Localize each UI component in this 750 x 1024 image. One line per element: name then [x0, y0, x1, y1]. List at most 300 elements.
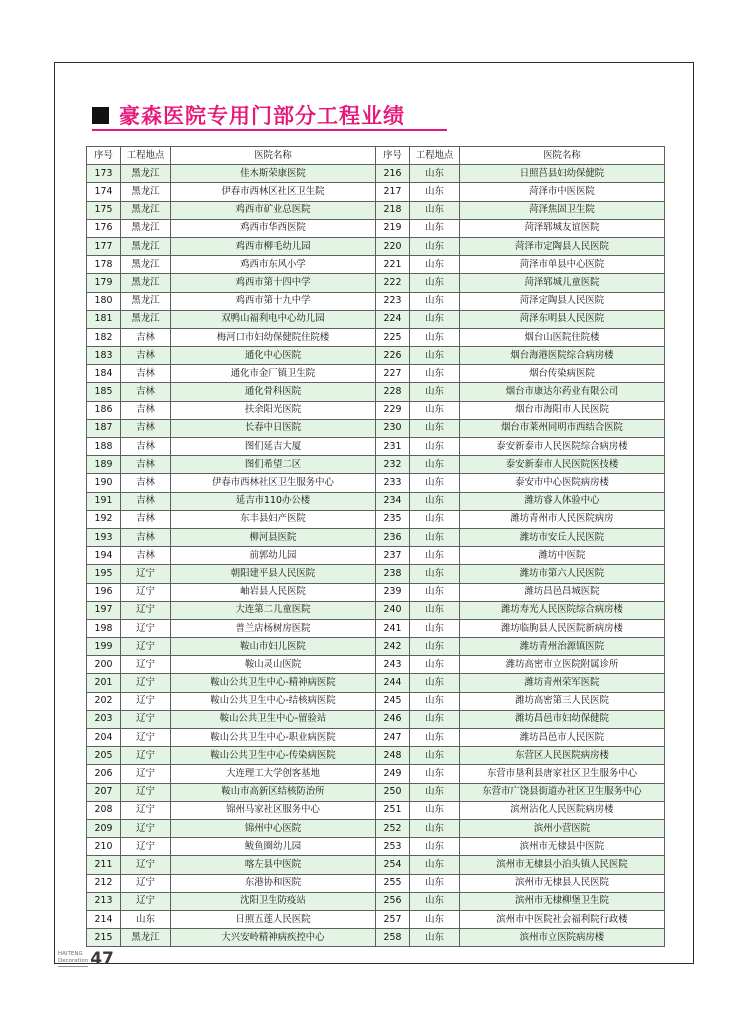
- cell-hospital-left: 鞍山公共卫生中心-精神病医院: [171, 674, 376, 692]
- cell-hospital-left: 鞍山公共卫生中心-留验站: [171, 710, 376, 728]
- cell-hospital-left: 前郭幼儿园: [171, 547, 376, 565]
- cell-hospital-left: 鸡西市第十四中学: [171, 274, 376, 292]
- table-row: [87, 310, 665, 328]
- cell-hospital-right: 东营区人民医院病房楼: [460, 747, 665, 765]
- cell-location-right: 山东: [410, 674, 460, 692]
- cell-no-left: 192: [87, 510, 121, 528]
- cell-no-right: 256: [376, 892, 410, 910]
- cell-location-right: 山东: [410, 692, 460, 710]
- cell-hospital-left: 沈阳卫生防疫站: [171, 892, 376, 910]
- cell-no-right: 226: [376, 347, 410, 365]
- cell-location-right: 山东: [410, 237, 460, 255]
- cell-hospital-left: 喀左县中医院: [171, 856, 376, 874]
- cell-hospital-right: 烟台市莱州同明市西结合医院: [460, 419, 665, 437]
- cell-no-left: 186: [87, 401, 121, 419]
- table-row: [87, 547, 665, 565]
- cell-no-left: 215: [87, 929, 121, 947]
- cell-no-left: 203: [87, 710, 121, 728]
- cell-location-left: 黑龙江: [121, 219, 171, 237]
- cell-no-right: 223: [376, 292, 410, 310]
- table-row: [87, 638, 665, 656]
- cell-no-right: 235: [376, 510, 410, 528]
- cell-no-right: 229: [376, 401, 410, 419]
- cell-location-left: 吉林: [121, 347, 171, 365]
- table-body: [87, 165, 665, 947]
- cell-hospital-right: 烟台传染病医院: [460, 365, 665, 383]
- cell-location-right: 山东: [410, 292, 460, 310]
- cell-hospital-left: 鸡西市第十九中学: [171, 292, 376, 310]
- cell-location-right: 山东: [410, 474, 460, 492]
- cell-location-left: 吉林: [121, 328, 171, 346]
- table-row: [87, 347, 665, 365]
- cell-no-left: 198: [87, 619, 121, 637]
- cell-no-right: 241: [376, 619, 410, 637]
- cell-hospital-left: 岫岩县人民医院: [171, 583, 376, 601]
- cell-hospital-left: 鸡西市华西医院: [171, 219, 376, 237]
- cell-no-right: 239: [376, 583, 410, 601]
- cell-no-left: 183: [87, 347, 121, 365]
- table-row: [87, 419, 665, 437]
- company-logo: [58, 951, 88, 968]
- cell-no-left: 189: [87, 456, 121, 474]
- cell-hospital-right: 潍坊青州治源镇医院: [460, 638, 665, 656]
- cell-location-right: 山东: [410, 456, 460, 474]
- cell-location-left: 辽宁: [121, 747, 171, 765]
- cell-location-right: 山东: [410, 565, 460, 583]
- table-row: [87, 401, 665, 419]
- cell-location-right: 山东: [410, 401, 460, 419]
- cell-hospital-right: 潍坊市第六人民医院: [460, 565, 665, 583]
- cell-location-left: 黑龙江: [121, 237, 171, 255]
- cell-location-right: 山东: [410, 765, 460, 783]
- cell-location-right: 山东: [410, 874, 460, 892]
- cell-no-right: 219: [376, 219, 410, 237]
- cell-no-left: 200: [87, 656, 121, 674]
- cell-location-right: 山东: [410, 365, 460, 383]
- cell-location-left: 山东: [121, 910, 171, 928]
- cell-hospital-right: 潍坊市安丘人民医院: [460, 528, 665, 546]
- cell-location-right: 山东: [410, 510, 460, 528]
- cell-location-left: 吉林: [121, 474, 171, 492]
- cell-hospital-left: 扶余阳光医院: [171, 401, 376, 419]
- header-hospital-right: 医院名称: [460, 147, 665, 165]
- cell-location-left: 辽宁: [121, 856, 171, 874]
- performance-table: [86, 146, 665, 947]
- cell-no-right: 257: [376, 910, 410, 928]
- cell-location-right: 山东: [410, 328, 460, 346]
- table-row: [87, 874, 665, 892]
- cell-no-left: 193: [87, 528, 121, 546]
- cell-location-left: 辽宁: [121, 801, 171, 819]
- cell-hospital-left: 鸡西市东风小学: [171, 256, 376, 274]
- page-title-text: 豪森医院专用门部分工程业绩: [119, 104, 405, 128]
- cell-hospital-right: 菏泽东明县人民医院: [460, 310, 665, 328]
- cell-location-left: 辽宁: [121, 783, 171, 801]
- cell-location-left: 吉林: [121, 365, 171, 383]
- cell-hospital-right: 潍坊高密第三人民医院: [460, 692, 665, 710]
- cell-no-left: 194: [87, 547, 121, 565]
- cell-no-right: 234: [376, 492, 410, 510]
- table-row: [87, 765, 665, 783]
- cell-location-right: 山东: [410, 528, 460, 546]
- cell-location-right: 山东: [410, 929, 460, 947]
- page-number: 47: [90, 949, 114, 969]
- cell-hospital-right: 烟台市海阳市人民医院: [460, 401, 665, 419]
- cell-hospital-left: 日照五莲人民医院: [171, 910, 376, 928]
- cell-no-left: 211: [87, 856, 121, 874]
- cell-no-right: 216: [376, 165, 410, 183]
- cell-hospital-right: 日照莒县妇幼保健院: [460, 165, 665, 183]
- cell-location-left: 辽宁: [121, 601, 171, 619]
- cell-hospital-right: 滨州市立医院病房楼: [460, 929, 665, 947]
- cell-no-right: 251: [376, 801, 410, 819]
- cell-no-left: 204: [87, 729, 121, 747]
- cell-location-right: 山东: [410, 583, 460, 601]
- cell-location-left: 黑龙江: [121, 292, 171, 310]
- title-marker-square: [92, 107, 109, 124]
- cell-location-right: 山东: [410, 383, 460, 401]
- table-row: [87, 237, 665, 255]
- cell-hospital-left: 大兴安岭精神病疾控中心: [171, 929, 376, 947]
- cell-no-left: 180: [87, 292, 121, 310]
- cell-no-right: 253: [376, 838, 410, 856]
- table-row: [87, 892, 665, 910]
- cell-hospital-right: 菏泽焦固卫生院: [460, 201, 665, 219]
- cell-no-right: 230: [376, 419, 410, 437]
- cell-location-left: 吉林: [121, 419, 171, 437]
- performance-table-wrapper: [86, 146, 664, 947]
- table-row: [87, 729, 665, 747]
- cell-hospital-left: 鞍山公共卫生中心-结核病医院: [171, 692, 376, 710]
- table-row: [87, 692, 665, 710]
- table-row: [87, 328, 665, 346]
- cell-no-left: 197: [87, 601, 121, 619]
- cell-hospital-left: 鞍山公共卫生中心-职业病医院: [171, 729, 376, 747]
- cell-no-right: 236: [376, 528, 410, 546]
- cell-no-right: 231: [376, 438, 410, 456]
- cell-location-left: 吉林: [121, 456, 171, 474]
- cell-location-right: 山东: [410, 547, 460, 565]
- cell-hospital-left: 大连第二儿童医院: [171, 601, 376, 619]
- cell-hospital-left: 鞍山市妇儿医院: [171, 638, 376, 656]
- cell-no-right: 254: [376, 856, 410, 874]
- cell-hospital-left: 延吉市110办公楼: [171, 492, 376, 510]
- cell-hospital-left: 普兰店杨树房医院: [171, 619, 376, 637]
- cell-no-left: 191: [87, 492, 121, 510]
- table-row: [87, 492, 665, 510]
- cell-no-left: 184: [87, 365, 121, 383]
- cell-hospital-left: 鞍山公共卫生中心-传染病医院: [171, 747, 376, 765]
- table-row: [87, 256, 665, 274]
- cell-location-left: 辽宁: [121, 565, 171, 583]
- cell-no-left: 209: [87, 819, 121, 837]
- cell-hospital-left: 伊春市西林社区卫生服务中心: [171, 474, 376, 492]
- cell-hospital-left: 朝阳建平县人民医院: [171, 565, 376, 583]
- table-row: [87, 783, 665, 801]
- cell-hospital-left: 大连理工大学创客基地: [171, 765, 376, 783]
- cell-location-left: 辽宁: [121, 692, 171, 710]
- cell-location-left: 黑龙江: [121, 929, 171, 947]
- cell-no-left: 206: [87, 765, 121, 783]
- table-row: [87, 438, 665, 456]
- cell-hospital-right: 潍坊临朐县人民医院新病房楼: [460, 619, 665, 637]
- cell-no-left: 190: [87, 474, 121, 492]
- cell-hospital-right: 潍坊青州市人民医院病房: [460, 510, 665, 528]
- cell-hospital-right: 菏泽郓城儿童医院: [460, 274, 665, 292]
- table-row: [87, 365, 665, 383]
- cell-no-right: 225: [376, 328, 410, 346]
- cell-hospital-right: 潍坊昌邑昌城医院: [460, 583, 665, 601]
- cell-hospital-right: 滨州市无棣县小泊头镇人民医院: [460, 856, 665, 874]
- cell-hospital-right: 滨州市无棣柳堡卫生院: [460, 892, 665, 910]
- cell-location-left: 辽宁: [121, 638, 171, 656]
- table-row: [87, 801, 665, 819]
- cell-no-left: 181: [87, 310, 121, 328]
- cell-no-right: 222: [376, 274, 410, 292]
- table-row: [87, 710, 665, 728]
- cell-hospital-left: 柳河县医院: [171, 528, 376, 546]
- table-row: [87, 201, 665, 219]
- cell-location-left: 辽宁: [121, 765, 171, 783]
- cell-no-left: 212: [87, 874, 121, 892]
- cell-no-right: 248: [376, 747, 410, 765]
- cell-no-right: 227: [376, 365, 410, 383]
- cell-hospital-left: 梅河口市妇幼保健院住院楼: [171, 328, 376, 346]
- cell-hospital-right: 潍坊昌邑市人民医院: [460, 729, 665, 747]
- cell-hospital-left: 锦州中心医院: [171, 819, 376, 837]
- cell-location-right: 山东: [410, 438, 460, 456]
- table-header: [87, 147, 665, 165]
- cell-hospital-right: 东营市广饶县街道办社区卫生服务中心: [460, 783, 665, 801]
- cell-hospital-left: 双鸭山福利电中心幼儿园: [171, 310, 376, 328]
- cell-no-right: 247: [376, 729, 410, 747]
- cell-location-right: 山东: [410, 601, 460, 619]
- cell-hospital-left: 通化市金厂镇卫生院: [171, 365, 376, 383]
- cell-no-right: 250: [376, 783, 410, 801]
- cell-location-right: 山东: [410, 310, 460, 328]
- cell-location-left: 辽宁: [121, 819, 171, 837]
- cell-location-left: 辽宁: [121, 729, 171, 747]
- table-row: [87, 219, 665, 237]
- cell-location-left: 吉林: [121, 547, 171, 565]
- cell-no-left: 213: [87, 892, 121, 910]
- cell-location-right: 山东: [410, 656, 460, 674]
- cell-location-right: 山东: [410, 801, 460, 819]
- cell-hospital-right: 滨州小营医院: [460, 819, 665, 837]
- company-logo-line2: Decoration: [58, 958, 88, 967]
- cell-hospital-right: 泰安新泰市人民医院医技楼: [460, 456, 665, 474]
- cell-no-left: 178: [87, 256, 121, 274]
- cell-hospital-left: 通化骨科医院: [171, 383, 376, 401]
- cell-location-right: 山东: [410, 256, 460, 274]
- cell-no-left: 185: [87, 383, 121, 401]
- table-row: [87, 474, 665, 492]
- cell-no-left: 205: [87, 747, 121, 765]
- cell-no-left: 195: [87, 565, 121, 583]
- cell-no-left: 182: [87, 328, 121, 346]
- cell-hospital-left: 佳木斯荣康医院: [171, 165, 376, 183]
- table-header-row: [87, 147, 665, 165]
- cell-location-left: 吉林: [121, 510, 171, 528]
- header-no-right: 序号: [376, 147, 410, 165]
- table-row: [87, 456, 665, 474]
- cell-location-left: 黑龙江: [121, 274, 171, 292]
- cell-hospital-right: 菏泽郓城友谊医院: [460, 219, 665, 237]
- cell-hospital-right: 东营市垦利县唐家社区卫生服务中心: [460, 765, 665, 783]
- cell-no-right: 252: [376, 819, 410, 837]
- cell-hospital-right: 滨州市中医院社会福利院行政楼: [460, 910, 665, 928]
- table-row: [87, 619, 665, 637]
- table-row: [87, 565, 665, 583]
- cell-location-left: 辽宁: [121, 619, 171, 637]
- cell-location-left: 黑龙江: [121, 310, 171, 328]
- cell-hospital-right: 潍坊寿光人民医院综合病房楼: [460, 601, 665, 619]
- cell-hospital-right: 滨州沾化人民医院病房楼: [460, 801, 665, 819]
- cell-location-right: 山东: [410, 274, 460, 292]
- cell-location-left: 辽宁: [121, 656, 171, 674]
- cell-hospital-right: 菏泽市单县中心医院: [460, 256, 665, 274]
- cell-hospital-left: 图们希望二区: [171, 456, 376, 474]
- cell-no-left: 187: [87, 419, 121, 437]
- cell-hospital-left: 鸡西市柳毛幼儿园: [171, 237, 376, 255]
- cell-hospital-left: 图们延吉大厦: [171, 438, 376, 456]
- page-title: [92, 100, 405, 130]
- cell-location-left: 黑龙江: [121, 165, 171, 183]
- table-row: [87, 183, 665, 201]
- cell-no-right: 237: [376, 547, 410, 565]
- table-row: [87, 274, 665, 292]
- cell-no-left: 174: [87, 183, 121, 201]
- cell-no-right: 240: [376, 601, 410, 619]
- cell-location-right: 山东: [410, 619, 460, 637]
- cell-location-right: 山东: [410, 892, 460, 910]
- cell-location-left: 吉林: [121, 492, 171, 510]
- cell-hospital-right: 烟台市康达尔药业有限公司: [460, 383, 665, 401]
- cell-no-left: 188: [87, 438, 121, 456]
- cell-location-right: 山东: [410, 165, 460, 183]
- title-underline: [92, 129, 447, 131]
- cell-no-right: 242: [376, 638, 410, 656]
- cell-location-right: 山东: [410, 747, 460, 765]
- cell-location-right: 山东: [410, 183, 460, 201]
- cell-location-left: 吉林: [121, 383, 171, 401]
- cell-location-right: 山东: [410, 910, 460, 928]
- cell-no-right: 246: [376, 710, 410, 728]
- cell-no-right: 218: [376, 201, 410, 219]
- cell-location-right: 山东: [410, 219, 460, 237]
- cell-location-right: 山东: [410, 347, 460, 365]
- cell-no-right: 249: [376, 765, 410, 783]
- cell-hospital-right: 潍坊高密市立医院附属诊所: [460, 656, 665, 674]
- cell-location-left: 黑龙江: [121, 201, 171, 219]
- cell-no-left: 175: [87, 201, 121, 219]
- table-row: [87, 910, 665, 928]
- cell-no-left: 201: [87, 674, 121, 692]
- cell-no-right: 232: [376, 456, 410, 474]
- cell-no-right: 258: [376, 929, 410, 947]
- cell-no-right: 221: [376, 256, 410, 274]
- cell-no-right: 243: [376, 656, 410, 674]
- cell-hospital-left: 长春中日医院: [171, 419, 376, 437]
- cell-hospital-left: 锦州马家社区服务中心: [171, 801, 376, 819]
- cell-location-left: 辽宁: [121, 583, 171, 601]
- cell-hospital-left: 鞍山灵山医院: [171, 656, 376, 674]
- cell-hospital-left: 东丰县妇产医院: [171, 510, 376, 528]
- table-row: [87, 601, 665, 619]
- cell-hospital-right: 潍坊青州荣军医院: [460, 674, 665, 692]
- table-row: [87, 747, 665, 765]
- table-row: [87, 929, 665, 947]
- cell-hospital-left: 通化中心医院: [171, 347, 376, 365]
- cell-location-right: 山东: [410, 710, 460, 728]
- cell-hospital-right: 潍坊睿人体验中心: [460, 492, 665, 510]
- header-hospital-left: 医院名称: [171, 147, 376, 165]
- cell-location-right: 山东: [410, 783, 460, 801]
- cell-no-left: 199: [87, 638, 121, 656]
- cell-location-right: 山东: [410, 838, 460, 856]
- table-row: [87, 583, 665, 601]
- company-logo-line1: HAITENG: [58, 951, 83, 958]
- cell-hospital-right: 菏泽市中医医院: [460, 183, 665, 201]
- table-row: [87, 674, 665, 692]
- cell-location-right: 山东: [410, 729, 460, 747]
- cell-location-right: 山东: [410, 492, 460, 510]
- cell-hospital-right: 菏泽市定陶县人民医院: [460, 237, 665, 255]
- cell-no-left: 214: [87, 910, 121, 928]
- table-row: [87, 656, 665, 674]
- cell-no-left: 207: [87, 783, 121, 801]
- cell-no-right: 224: [376, 310, 410, 328]
- cell-no-right: 255: [376, 874, 410, 892]
- cell-no-left: 196: [87, 583, 121, 601]
- cell-location-left: 吉林: [121, 401, 171, 419]
- cell-location-left: 吉林: [121, 528, 171, 546]
- cell-no-left: 210: [87, 838, 121, 856]
- table-row: [87, 165, 665, 183]
- table-row: [87, 383, 665, 401]
- cell-hospital-left: 鲅鱼圈幼儿园: [171, 838, 376, 856]
- cell-location-left: 黑龙江: [121, 183, 171, 201]
- table-row: [87, 510, 665, 528]
- cell-no-right: 244: [376, 674, 410, 692]
- cell-location-left: 辽宁: [121, 674, 171, 692]
- cell-no-left: 176: [87, 219, 121, 237]
- cell-hospital-left: 鸡西市矿业总医院: [171, 201, 376, 219]
- cell-location-left: 辽宁: [121, 892, 171, 910]
- cell-hospital-right: 烟台山医院住院楼: [460, 328, 665, 346]
- cell-hospital-right: 潍坊昌邑市妇幼保健院: [460, 710, 665, 728]
- cell-no-left: 179: [87, 274, 121, 292]
- cell-hospital-right: 潍坊中医院: [460, 547, 665, 565]
- header-location-left: 工程地点: [121, 147, 171, 165]
- cell-location-left: 黑龙江: [121, 256, 171, 274]
- table-row: [87, 292, 665, 310]
- cell-hospital-left: 伊春市西林区社区卫生院: [171, 183, 376, 201]
- cell-hospital-right: 烟台海港医院综合病房楼: [460, 347, 665, 365]
- cell-no-right: 245: [376, 692, 410, 710]
- header-no-left: 序号: [87, 147, 121, 165]
- cell-location-right: 山东: [410, 201, 460, 219]
- cell-location-right: 山东: [410, 856, 460, 874]
- cell-location-right: 山东: [410, 419, 460, 437]
- cell-no-left: 177: [87, 237, 121, 255]
- cell-hospital-right: 滨州市无棣县人民医院: [460, 874, 665, 892]
- cell-location-left: 辽宁: [121, 710, 171, 728]
- cell-location-left: 辽宁: [121, 874, 171, 892]
- cell-hospital-left: 东港协和医院: [171, 874, 376, 892]
- table-row: [87, 528, 665, 546]
- table-row: [87, 856, 665, 874]
